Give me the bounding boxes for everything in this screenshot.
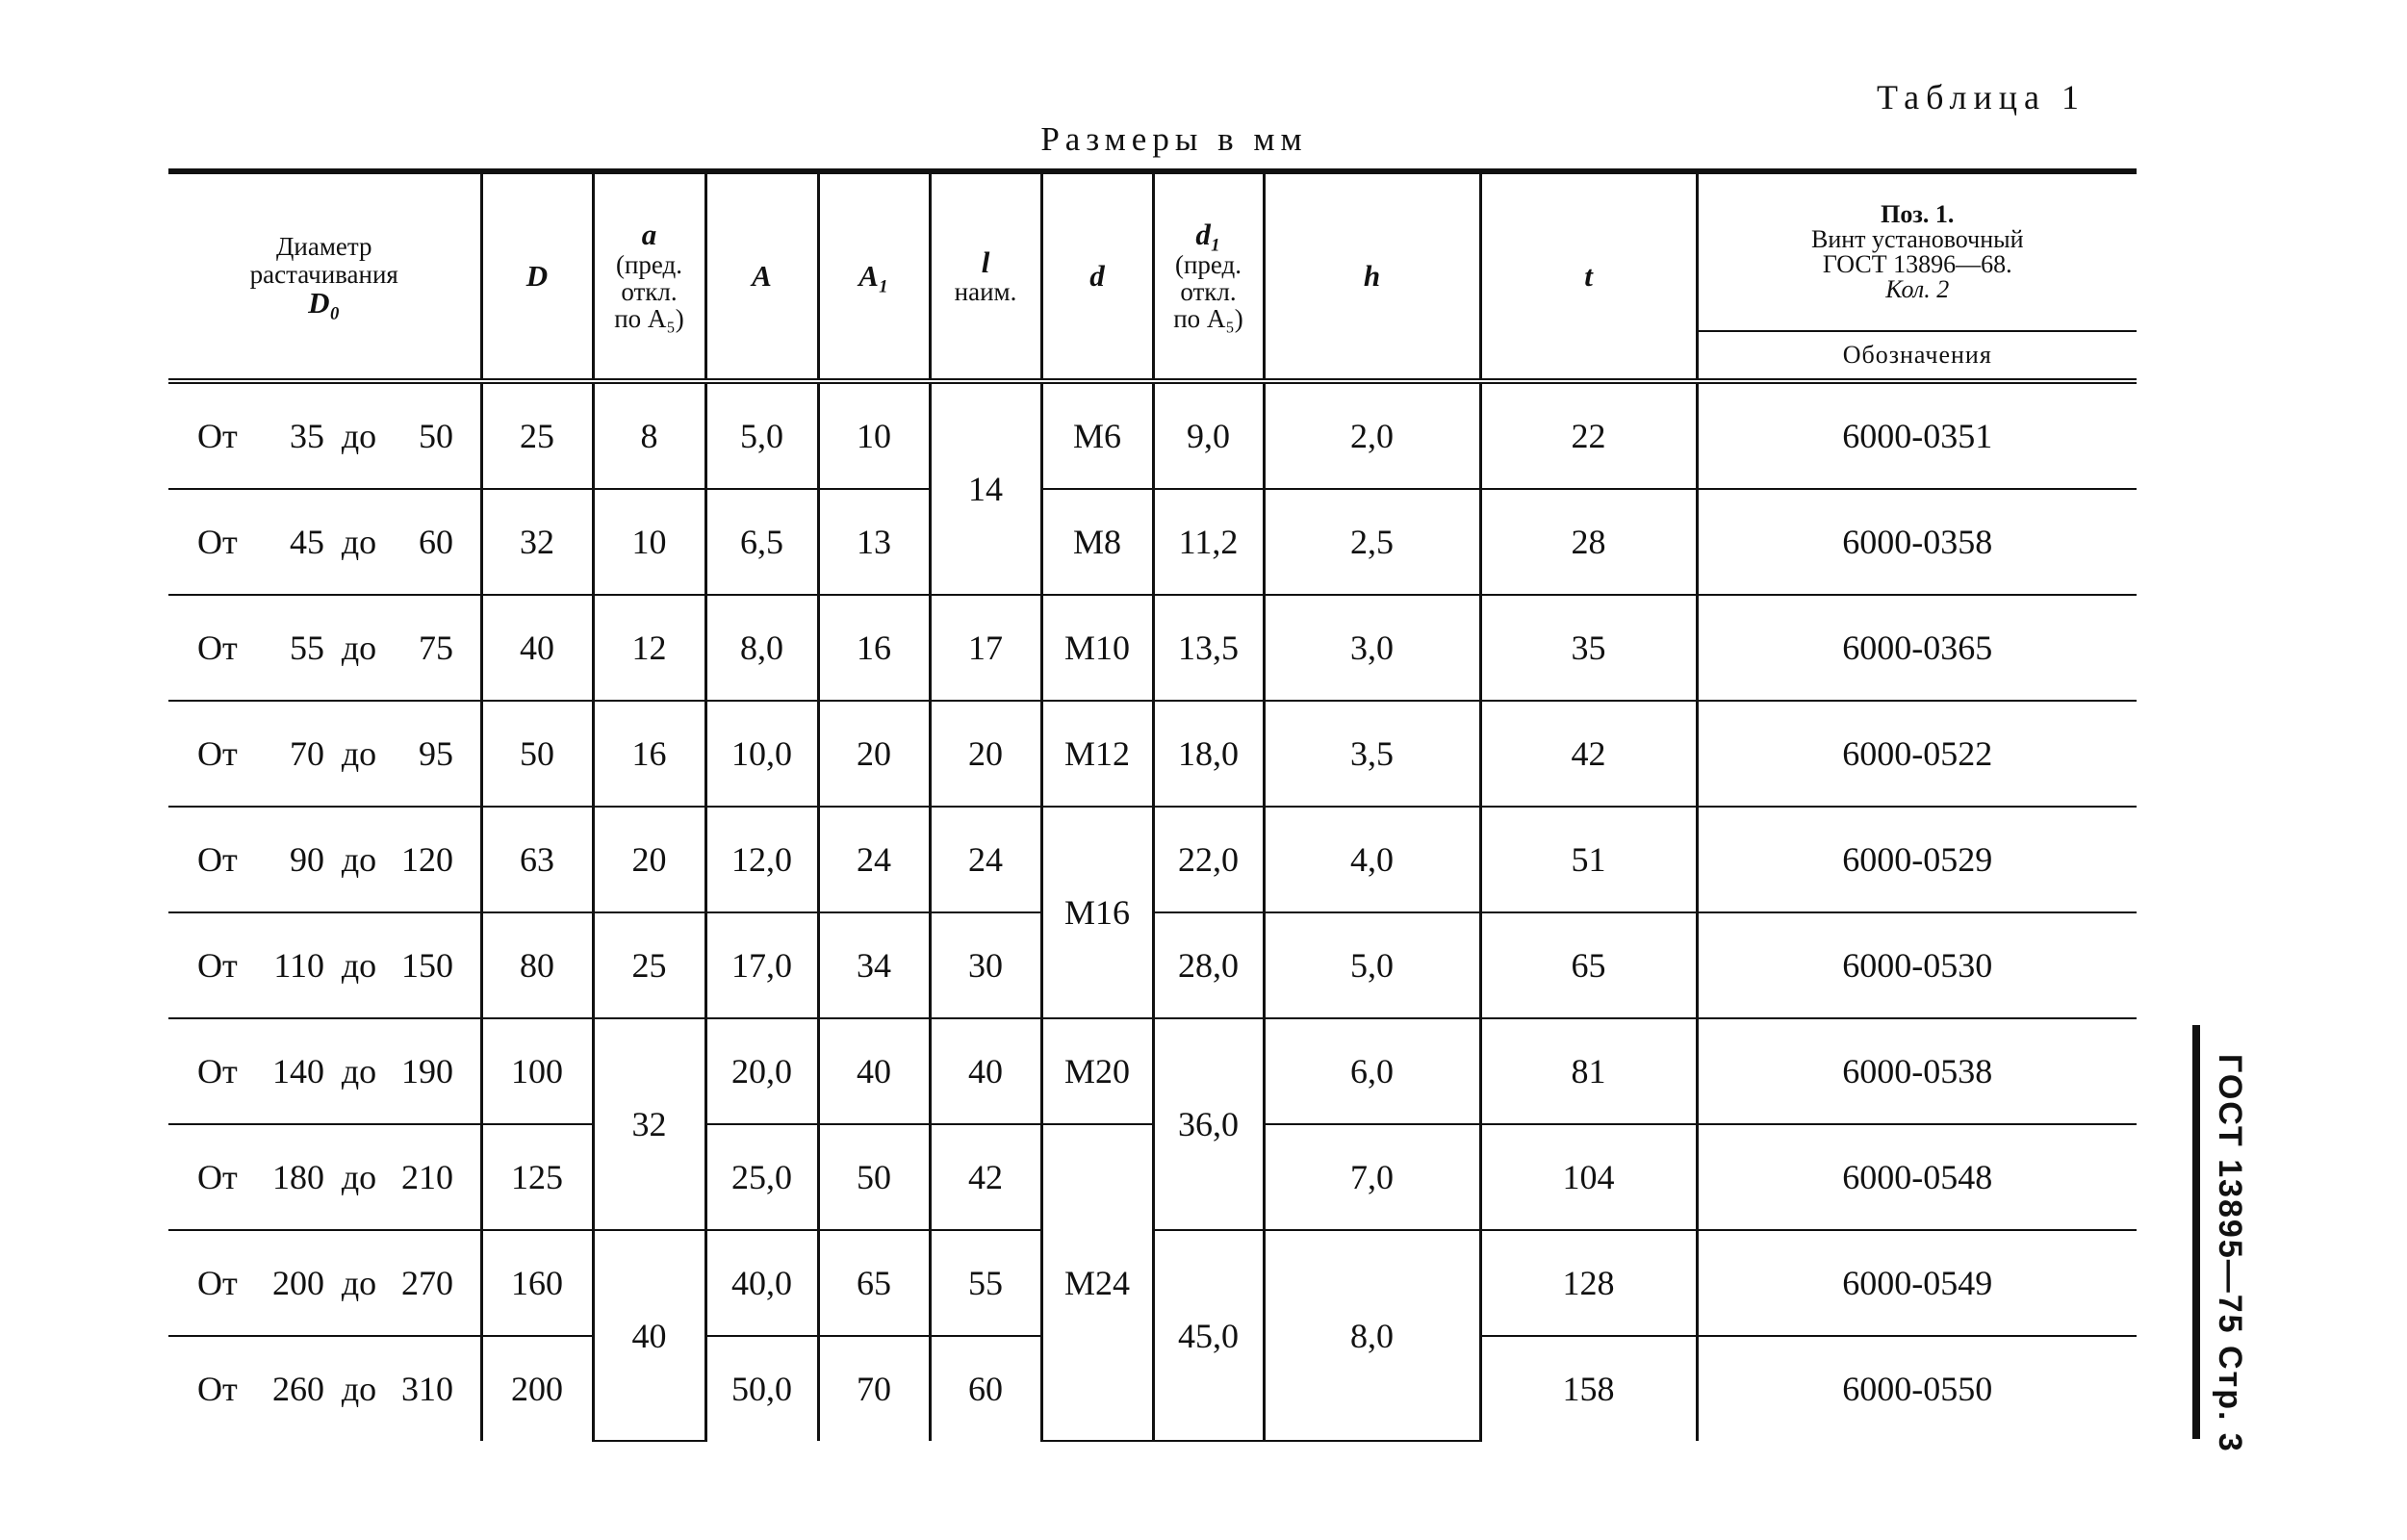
cell-a1: 40 [818, 1018, 930, 1124]
units-caption: Размеры в мм [1040, 120, 1308, 158]
range-ot: От [197, 1158, 238, 1196]
range-to: 120 [401, 840, 453, 879]
cell-l: 60 [930, 1336, 1041, 1441]
cell-h: 2,5 [1264, 489, 1480, 595]
cell-t: 28 [1480, 489, 1697, 595]
cell-range [168, 912, 481, 1018]
cell-d1: 22,0 [1153, 807, 1264, 912]
range-ot: От [197, 734, 238, 773]
table-row [168, 701, 2137, 807]
range-to: 60 [419, 523, 453, 561]
cell-d: М10 [1041, 595, 1153, 701]
cell-a1: 34 [818, 912, 930, 1018]
range-ot: От [197, 1264, 238, 1302]
header-a-line2: откл. [621, 277, 678, 307]
cell-l: 17 [930, 595, 1041, 701]
cell-code: 6000-0550 [1842, 1370, 1993, 1408]
cell-t: 42 [1480, 701, 1697, 807]
cell-t: 35 [1480, 595, 1697, 701]
header-l [930, 171, 1041, 381]
table-row [168, 807, 2137, 912]
cell-d: М20 [1041, 1018, 1153, 1124]
cell-range [168, 1124, 481, 1230]
cell-l: 24 [930, 807, 1041, 912]
header-d1-line3: по A₅) [1173, 304, 1243, 334]
cell-d: 63 [481, 807, 593, 912]
range-to: 210 [401, 1158, 453, 1196]
header-position [1697, 171, 2137, 381]
cell-d: 200 [481, 1336, 593, 1441]
range-from: 180 [272, 1158, 324, 1196]
range-ot: От [197, 523, 238, 561]
range-do: до [341, 1264, 377, 1302]
cell-a: 12 [593, 595, 705, 701]
cell-a: 32 [593, 1018, 705, 1230]
header-row [168, 171, 2137, 381]
header-diameter-line1: Диаметр [275, 232, 372, 262]
range-from: 110 [273, 946, 324, 985]
cell-a: 8,0 [705, 595, 818, 701]
cell-d: 100 [481, 1018, 593, 1124]
range-from: 200 [272, 1264, 324, 1302]
cell-a: 40 [593, 1230, 705, 1441]
cell-a1: 50 [818, 1124, 930, 1230]
range-to: 310 [401, 1370, 453, 1408]
cell-range [168, 1018, 481, 1124]
cell-d: М6 [1041, 381, 1153, 489]
range-from: 90 [290, 840, 324, 879]
cell-t: 22 [1480, 381, 1697, 489]
header-t [1480, 171, 1697, 381]
header-d1-symbol: d₁ [1195, 218, 1221, 252]
cell-code: 6000-0549 [1697, 1230, 2137, 1336]
range-to: 95 [419, 734, 453, 773]
cell-a: 12,0 [705, 807, 818, 912]
cell-a: 25,0 [705, 1124, 818, 1230]
range-do: до [341, 946, 377, 985]
header-t-symbol: t [1584, 258, 1593, 293]
cell-d: 125 [481, 1124, 593, 1230]
cell-a: 17,0 [705, 912, 818, 1018]
cell-range [168, 1336, 481, 1441]
range-to: 75 [419, 629, 453, 667]
header-diameter-symbol: D₀ [308, 286, 341, 321]
cell-a1: 65 [818, 1230, 930, 1336]
cell-range [168, 807, 481, 912]
range-do: до [341, 629, 377, 667]
cell-d: М24 [1041, 1124, 1153, 1441]
table-row [168, 912, 2137, 1018]
cell-h: 2,0 [1264, 381, 1480, 489]
table-row [168, 1230, 2137, 1336]
cell-d1: 28,0 [1153, 912, 1264, 1018]
range-ot: От [197, 946, 238, 985]
cell-range [168, 489, 481, 595]
cell-range [168, 1230, 481, 1336]
header-diameter [168, 171, 481, 381]
cell-code: 6000-0365 [1697, 595, 2137, 701]
range-ot: От [197, 629, 238, 667]
side-label: ГОСТ 13895—75 Стр. 3 [2212, 1054, 2248, 1453]
table-row [168, 595, 2137, 701]
cell-code: 6000-0538 [1697, 1018, 2137, 1124]
table-row [168, 381, 2137, 489]
range-to: 190 [401, 1052, 453, 1091]
range-do: до [341, 1158, 377, 1196]
header-diameter-line2: растачивания [249, 259, 398, 289]
range-from: 45 [290, 523, 324, 561]
cell-t: 65 [1480, 912, 1697, 1018]
range-from: 35 [290, 417, 324, 455]
range-to: 50 [419, 417, 453, 455]
header-position-line3: ГОСТ 13896—68. [1822, 250, 2012, 278]
cell-d1: 9,0 [1153, 381, 1264, 489]
cell-code: 6000-0522 [1697, 701, 2137, 807]
cell-code: 6000-0351 [1697, 381, 2137, 489]
cell-d: М8 [1041, 489, 1153, 595]
cell-d1: 13,5 [1153, 595, 1264, 701]
cell-l: 55 [930, 1230, 1041, 1336]
cell-d: 80 [481, 912, 593, 1018]
table-row [168, 1124, 2137, 1230]
range-from: 55 [290, 629, 324, 667]
cell-range [168, 381, 481, 489]
cell-a: 16 [593, 701, 705, 807]
table-body [168, 381, 2137, 1441]
header-position-line2: Винт установочный [1810, 225, 2024, 253]
cell-d1: 18,0 [1153, 701, 1264, 807]
cell-a: 5,0 [705, 381, 818, 489]
cell-t: 128 [1480, 1230, 1697, 1336]
header-d [1041, 171, 1153, 381]
cell-d: М16 [1041, 807, 1153, 1018]
cell-a: 10,0 [705, 701, 818, 807]
header-A1 [818, 171, 930, 381]
cell-a: 20,0 [705, 1018, 818, 1124]
range-ot: От [197, 840, 238, 879]
header-A [705, 171, 818, 381]
header-h-symbol: h [1363, 258, 1381, 293]
range-ot: От [197, 417, 238, 455]
cell-a: 20 [593, 807, 705, 912]
header-designation: Обозначения [1842, 341, 1992, 370]
header-d1-line1: (пред. [1174, 249, 1242, 279]
dimensions-table [168, 168, 2137, 1442]
cell-a: 50,0 [705, 1336, 818, 1441]
header-d1-line2: откл. [1180, 277, 1237, 307]
cell-d: 160 [481, 1230, 593, 1336]
range-to: 150 [401, 946, 453, 985]
cell-d: 40 [481, 595, 593, 701]
cell-a: 40,0 [705, 1230, 818, 1336]
range-from: 140 [272, 1052, 324, 1091]
header-A1-symbol: A₁ [858, 258, 889, 293]
cell-t: 158 [1480, 1336, 1697, 1441]
cell-h: 6,0 [1264, 1018, 1480, 1124]
range-from: 70 [290, 734, 324, 773]
range-do: до [341, 840, 377, 879]
cell-l: 40 [930, 1018, 1041, 1124]
header-l-note: наим. [954, 277, 1017, 307]
header-position-line1: Поз. 1. [1881, 200, 1955, 228]
header-l-symbol: l [981, 244, 990, 279]
cell-t: 104 [1480, 1124, 1697, 1230]
header-d-symbol: d [1089, 258, 1105, 293]
range-do: до [341, 523, 377, 561]
cell-a: 8 [593, 381, 705, 489]
cell-t: 51 [1480, 807, 1697, 912]
cell-h: 3,5 [1264, 701, 1480, 807]
table-row [168, 1018, 2137, 1124]
header-a-symbol: a [641, 218, 657, 252]
cell-d: 50 [481, 701, 593, 807]
cell-l: 14 [930, 381, 1041, 595]
side-bar [2192, 1025, 2200, 1439]
cell-a: 25 [593, 912, 705, 1018]
cell-code: 6000-0529 [1697, 807, 2137, 912]
cell-d: М12 [1041, 701, 1153, 807]
table-number: Таблица 1 [1877, 78, 2086, 116]
cell-d: 25 [481, 381, 593, 489]
cell-d1: 11,2 [1153, 489, 1264, 595]
cell-a: 6,5 [705, 489, 818, 595]
range-ot: От [197, 1370, 238, 1408]
header-A-symbol: A [752, 258, 772, 293]
cell-l: 30 [930, 912, 1041, 1018]
cell-d: 32 [481, 489, 593, 595]
cell-d1: 45,0 [1153, 1230, 1264, 1441]
cell-l: 42 [930, 1124, 1041, 1230]
cell-a1: 10 [818, 381, 930, 489]
cell-h: 3,0 [1264, 595, 1480, 701]
header-a [593, 171, 705, 381]
header-position-line4: Кол. 2 [1885, 275, 1950, 303]
header-a-line1: (пред. [615, 249, 683, 279]
range-ot: От [197, 1052, 238, 1091]
header-a-line3: по A₅) [614, 304, 684, 334]
header-position-title [1699, 174, 2138, 332]
cell-a1: 70 [818, 1336, 930, 1441]
cell-code: 6000-0358 [1697, 489, 2137, 595]
cell-code: 6000-0530 [1697, 912, 2137, 1018]
range-do: до [341, 1370, 377, 1408]
cell-range [168, 701, 481, 807]
cell-a1: 24 [818, 807, 930, 912]
range-do: до [341, 734, 377, 773]
cell-d1: 36,0 [1153, 1018, 1264, 1230]
range-do: до [341, 417, 377, 455]
cell-t: 81 [1480, 1018, 1697, 1124]
cell-l: 20 [930, 701, 1041, 807]
range-to: 270 [401, 1264, 453, 1302]
cell-range [168, 595, 481, 701]
cell-h: 4,0 [1264, 807, 1480, 912]
header-d1 [1153, 171, 1264, 381]
range-from: 260 [272, 1370, 324, 1408]
range-do: до [341, 1052, 377, 1091]
header-D-symbol: D [525, 258, 549, 293]
cell-a1: 13 [818, 489, 930, 595]
cell-h: 8,0 [1264, 1230, 1480, 1441]
header-D [481, 171, 593, 381]
cell-h: 5,0 [1264, 912, 1480, 1018]
header-h [1264, 171, 1480, 381]
table-row [168, 489, 2137, 595]
cell-a: 10 [593, 489, 705, 595]
cell-h: 7,0 [1264, 1124, 1480, 1230]
cell-a1: 20 [818, 701, 930, 807]
cell-a1: 16 [818, 595, 930, 701]
cell-code: 6000-0548 [1697, 1124, 2137, 1230]
